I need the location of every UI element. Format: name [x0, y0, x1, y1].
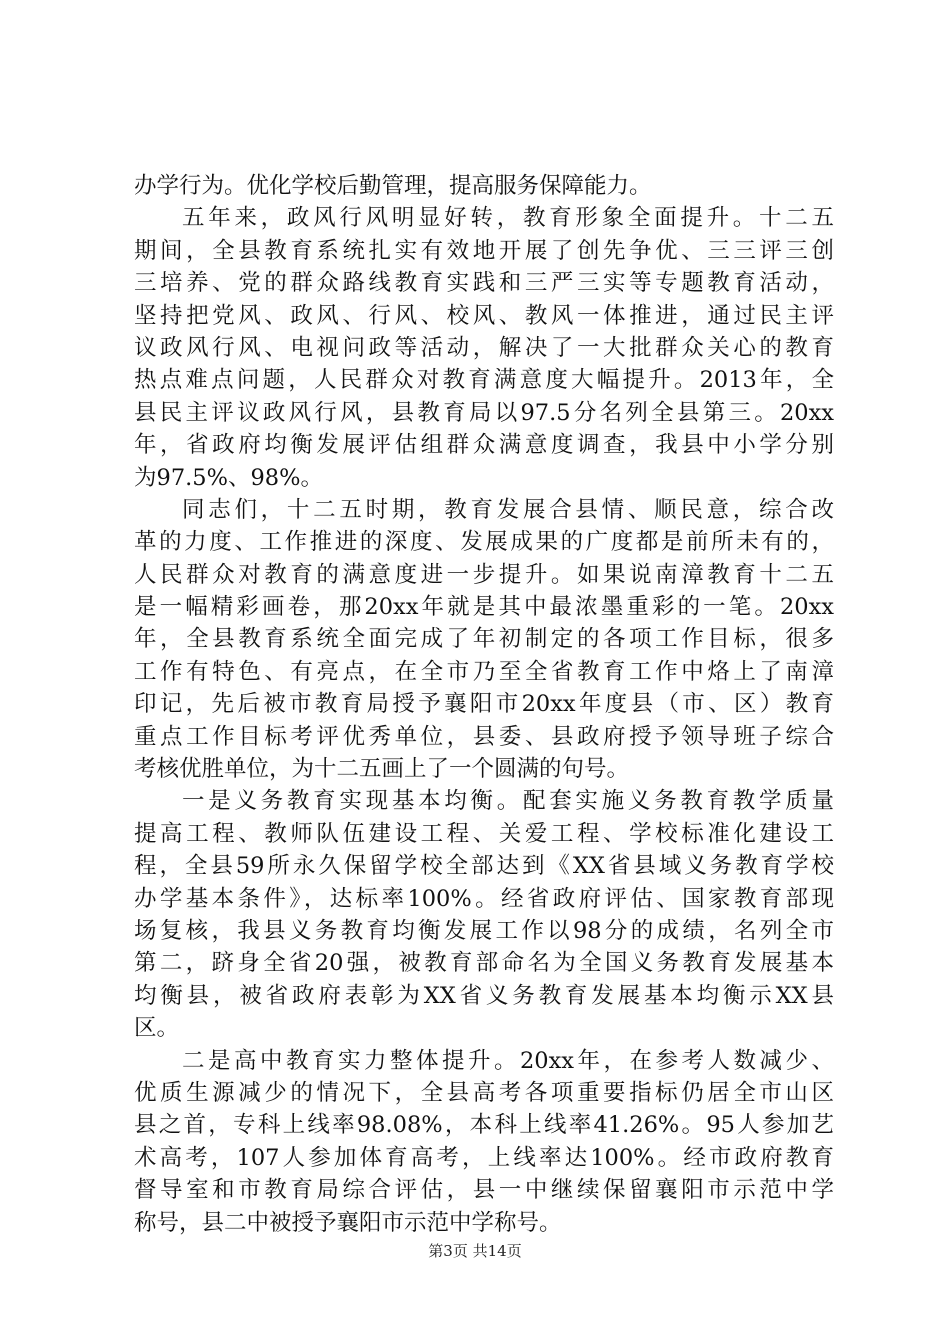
text-line: 印记，先后被市教育局授予襄阳市20xx年度县（市、区）教育	[134, 691, 834, 718]
text-line: 办学行为。优化学校后勤管理，提高服务保障能力。	[134, 173, 652, 199]
text-line: 程，全县59所永久保留学校全部达到《XX省县域义务教育学校	[134, 853, 834, 880]
text-line: 术高考，107人参加体育高考，上线率达100%。经市政府教育	[134, 1144, 834, 1171]
page-footer: 第3页 共14页	[428, 1242, 522, 1260]
text-line: 二是高中教育实力整体提升。20xx年，在参考人数减少、	[182, 1047, 834, 1074]
text-line: 热点难点问题，人民群众对教育满意度大幅提升。2013年，全	[134, 367, 834, 394]
text-line: 年，省政府均衡发展评估组群众满意度调查，我县中小学分别	[134, 432, 834, 459]
text-line: 是一幅精彩画卷，那20xx年就是其中最浓墨重彩的一笔。20xx	[134, 594, 834, 621]
text-line: 场复核，我县义务教育均衡发展工作以98分的成绩，名列全市	[134, 917, 834, 944]
text-line: 五年来，政风行风明显好转，教育形象全面提升。十二五	[182, 205, 834, 232]
text-line: 县之首，专科上线率98.08%，本科上线率41.26%。95人参加艺	[134, 1112, 834, 1139]
text-line: 坚持把党风、政风、行风、校风、教风一体推进，通过民主评	[134, 302, 834, 329]
text-line: 重点工作目标考评优秀单位，县委、县政府授予领导班子综合	[134, 723, 834, 750]
text-line: 工作有特色、有亮点，在全市乃至全省教育工作中烙上了南漳	[134, 658, 834, 685]
text-line: 同志们，十二五时期，教育发展合县情、顺民意，综合改	[182, 496, 834, 523]
text-line: 为97.5%、98%。	[134, 464, 323, 491]
text-line: 期间，全县教育系统扎实有效地开展了创先争优、三三评三创	[134, 237, 834, 264]
text-line: 均衡县，被省政府表彰为XX省义务教育发展基本均衡示XX县	[134, 982, 834, 1009]
text-line: 人民群众对教育的满意度进一步提升。如果说南漳教育十二五	[134, 561, 834, 588]
text-line: 一是义务教育实现基本均衡。配套实施义务教育教学质量	[182, 788, 834, 815]
text-line: 考核优胜单位，为十二五画上了一个圆满的句号。	[134, 756, 630, 783]
text-line: 议政风行风、电视问政等活动，解决了一大批群众关心的教育	[134, 334, 834, 361]
text-line: 办学基本条件》，达标率100%。经省政府评估、国家教育部现	[134, 885, 834, 912]
text-line: 称号，县二中被授予襄阳市示范中学称号。	[134, 1209, 562, 1236]
text-line: 督导室和市教育局综合评估，县一中继续保留襄阳市示范中学	[134, 1177, 834, 1204]
text-line: 年，全县教育系统全面完成了年初制定的各项工作目标，很多	[134, 626, 834, 653]
text-line: 优质生源减少的情况下，全县高考各项重要指标仍居全市山区	[134, 1079, 834, 1106]
text-line: 第二，跻身全省20强，被教育部命名为全国义务教育发展基本	[134, 950, 834, 977]
text-line: 三培养、党的群众路线教育实践和三严三实等专题教育活动，	[134, 270, 834, 297]
text-line: 提高工程、教师队伍建设工程、关爱工程、学校标准化建设工	[134, 820, 834, 847]
text-line: 区。	[134, 1015, 180, 1042]
document-body	[134, 170, 834, 1239]
text-line: 革的力度、工作推进的深度、发展成果的广度都是前所未有的，	[134, 529, 834, 556]
text-line: 县民主评议政风行风，县教育局以97.5分名列全县第三。20xx	[134, 399, 834, 426]
